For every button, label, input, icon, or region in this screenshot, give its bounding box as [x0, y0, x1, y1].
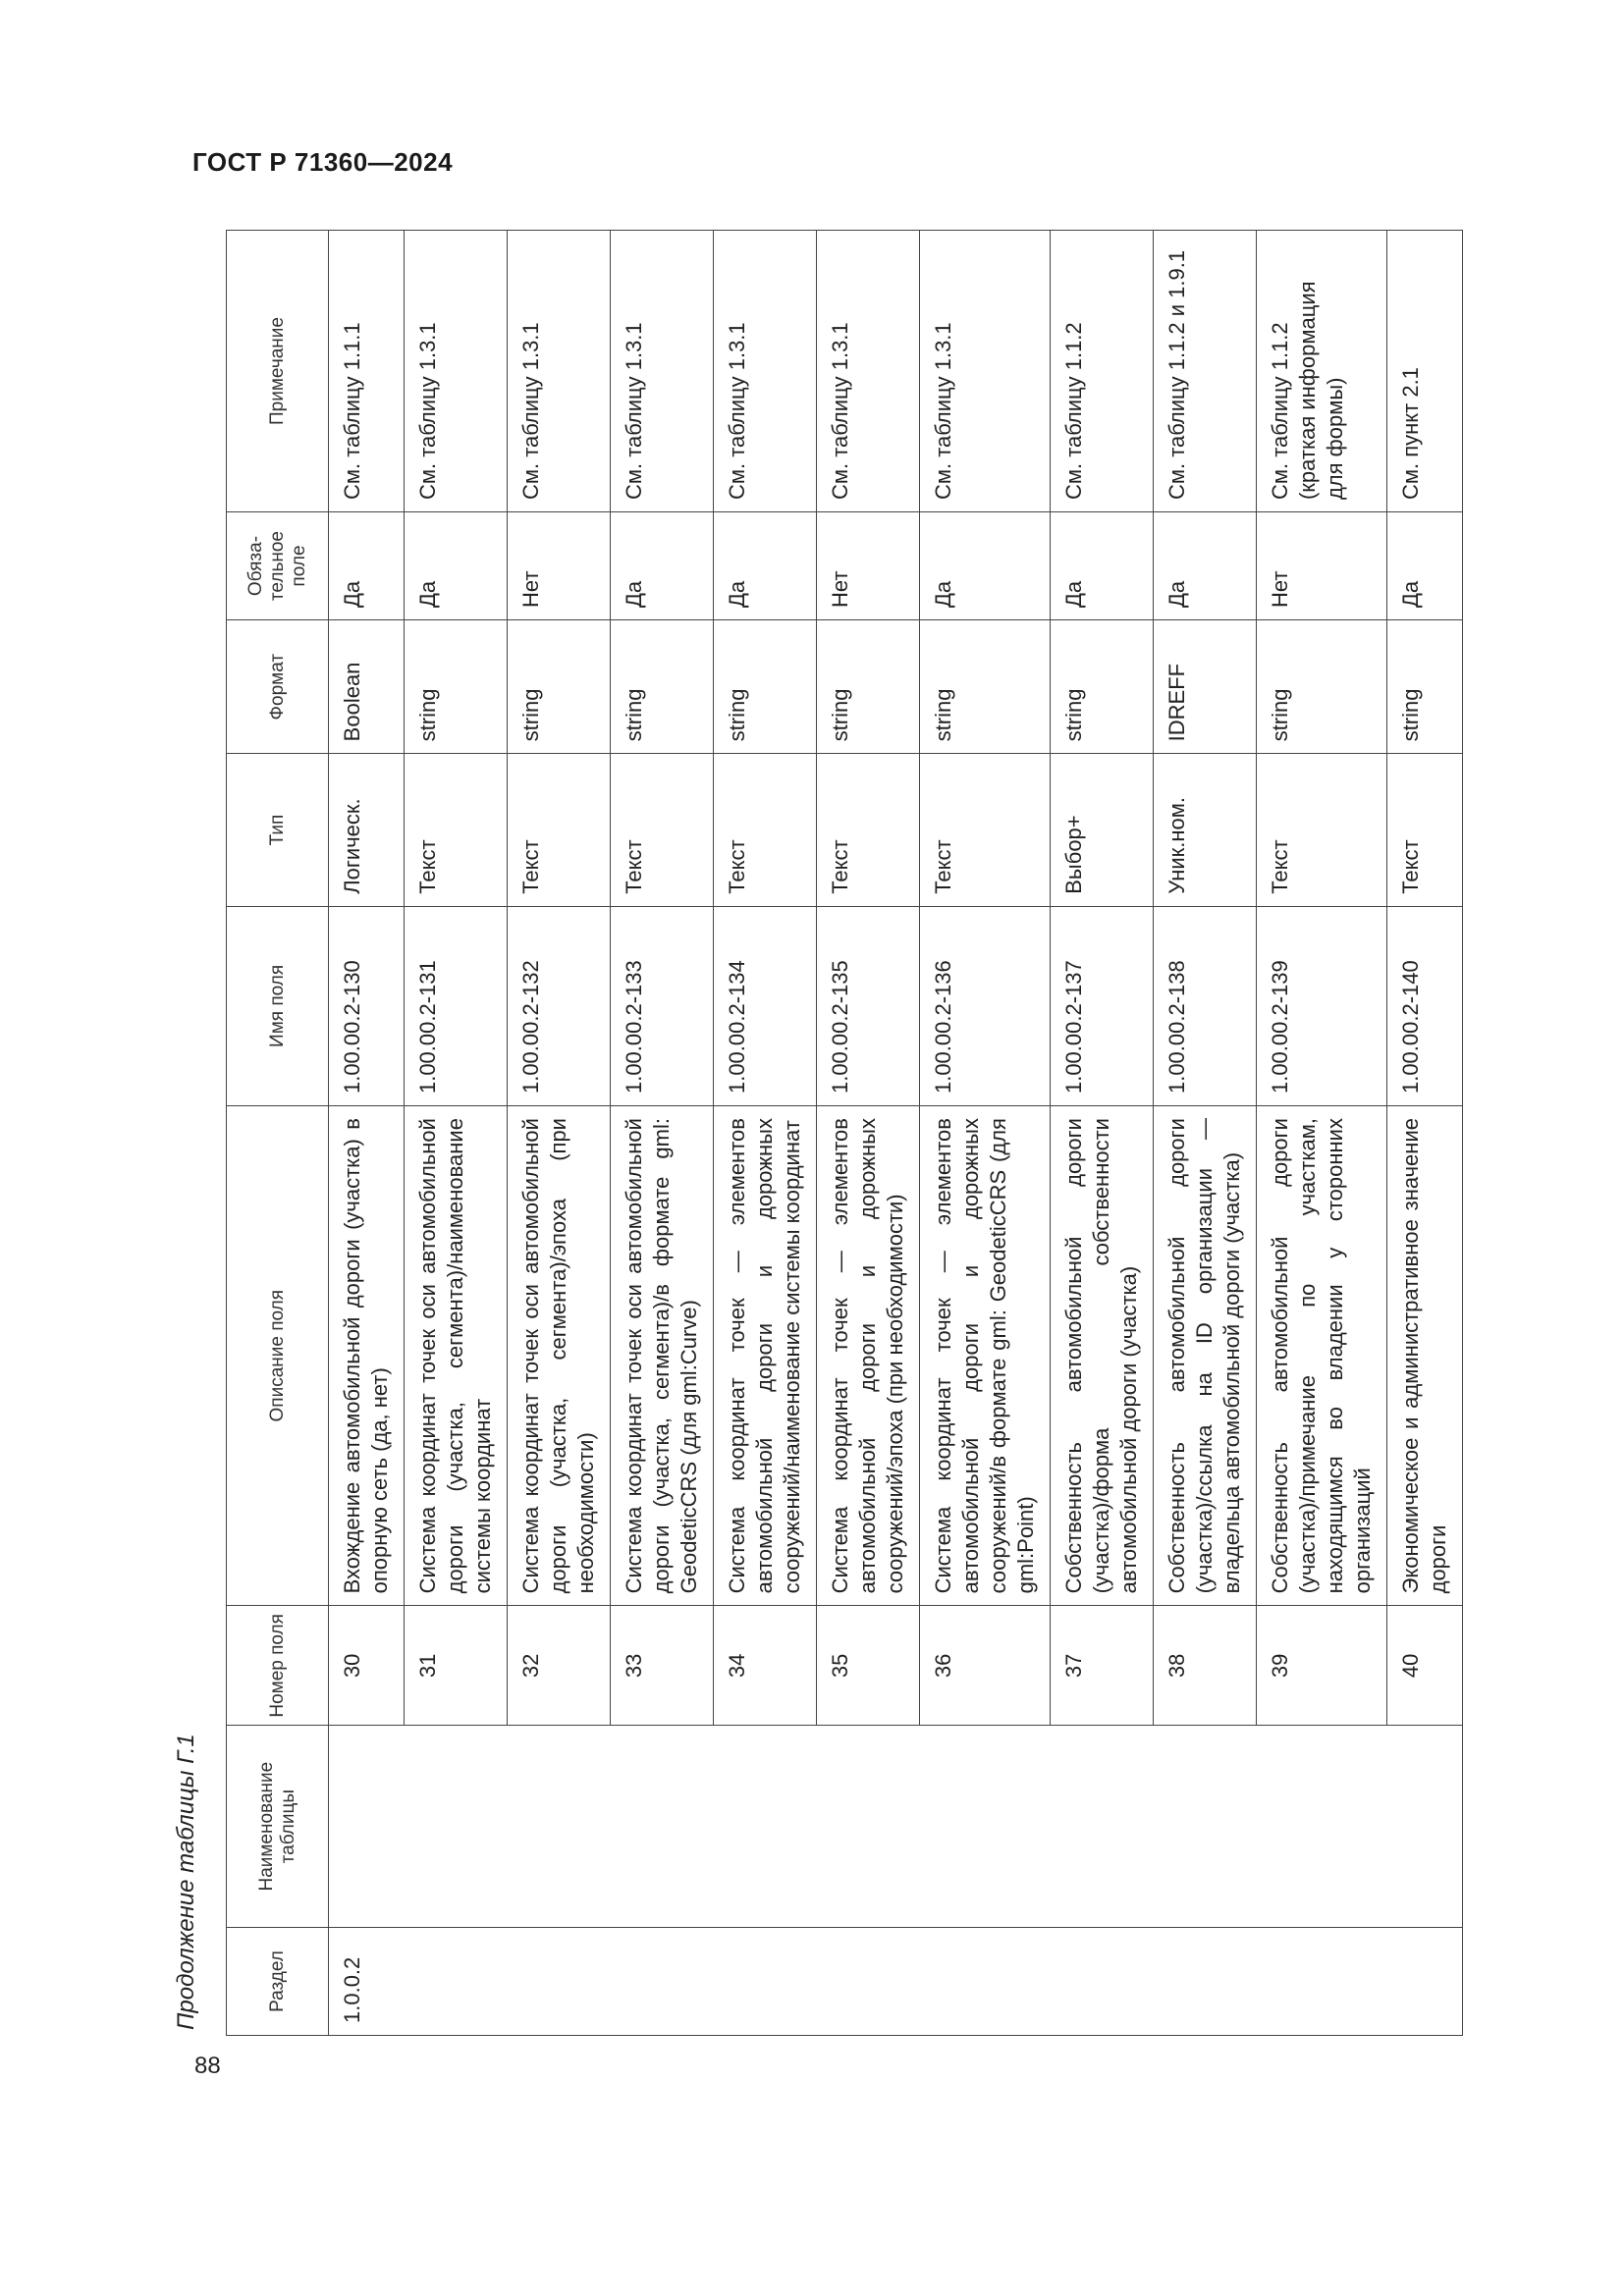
field-number-cell: 32 — [508, 1606, 611, 1726]
format-cell: string — [817, 620, 920, 754]
type-cell: Текст — [405, 754, 508, 906]
field-number-cell: 33 — [611, 1606, 714, 1726]
required-cell: Да — [1051, 512, 1154, 620]
format-cell: string — [1387, 620, 1463, 754]
field-number-cell: 30 — [329, 1606, 405, 1726]
type-cell: Текст — [508, 754, 611, 906]
type-cell: Текст — [817, 754, 920, 906]
format-cell: string — [714, 620, 817, 754]
description-cell: Система координат точек оси автомобильной дороги (участка, сегмента)/эпоха (при необходимости) — [508, 1106, 611, 1606]
description-cell: Вхождение автомобильной дороги (участка) в опорную сеть (да, нет) — [329, 1106, 405, 1606]
type-cell: Текст — [920, 754, 1051, 906]
table-name-cell — [329, 1726, 1463, 1928]
description-cell: Собственность автомобильной дороги (участка)/форма собственности автомобильной дороги (участка) — [1051, 1106, 1154, 1606]
header-description: Описание поля — [227, 1106, 329, 1606]
type-cell: Текст — [714, 754, 817, 906]
note-cell: См. пункт 2.1 — [1387, 231, 1463, 512]
field-name-cell: 1.00.00.2-130 — [329, 906, 405, 1105]
header-table-name: Наименование таблицы — [227, 1726, 329, 1928]
table-row — [329, 231, 405, 2036]
field-name-cell: 1.00.00.2-133 — [611, 906, 714, 1105]
type-cell: Выбор+ — [1051, 754, 1154, 906]
field-name-cell: 1.00.00.2-136 — [920, 906, 1051, 1105]
description-cell: Система координат точек — элементов автомобильной дороги и дорожных сооружений/в формате gml: GeodeticCRS (для gml:Point) — [920, 1106, 1051, 1606]
field-name-cell: 1.00.00.2-137 — [1051, 906, 1154, 1105]
field-name-cell: 1.00.00.2-131 — [405, 906, 508, 1105]
table-continuation-caption: Продолжение таблицы Г.1 — [173, 1734, 199, 2030]
type-cell: Текст — [1387, 754, 1463, 906]
format-cell: string — [611, 620, 714, 754]
required-cell: Нет — [1257, 512, 1387, 620]
field-name-cell: 1.00.00.2-138 — [1154, 906, 1257, 1105]
note-cell: См. таблицу 1.3.1 — [817, 231, 920, 512]
required-cell: Да — [1154, 512, 1257, 620]
format-cell: string — [1051, 620, 1154, 754]
required-cell: Да — [329, 512, 405, 620]
document-code: ГОСТ Р 71360—2024 — [192, 147, 454, 177]
description-cell: Система координат точек — элементов автомобильной дороги и дорожных сооружений/эпоха (при необходимости) — [817, 1106, 920, 1606]
format-cell: Boolean — [329, 620, 405, 754]
note-cell: См. таблицу 1.1.2 и 1.9.1 — [1154, 231, 1257, 512]
format-cell: string — [1257, 620, 1387, 754]
description-cell: Система координат точек оси автомобильной дороги (участка, сегмента)/в формате gml: GeodeticCRS (для gml:Curve) — [611, 1106, 714, 1606]
header-field-number: Номер поля — [227, 1606, 329, 1726]
header-field-name: Имя поля — [227, 906, 329, 1105]
note-cell: См. таблицу 1.3.1 — [611, 231, 714, 512]
description-cell: Экономическое и административное значение дороги — [1387, 1106, 1463, 1606]
type-cell: Текст — [1257, 754, 1387, 906]
required-cell: Да — [611, 512, 714, 620]
field-number-cell: 31 — [405, 1606, 508, 1726]
header-required: Обяза- тельное поле — [227, 512, 329, 620]
fields-table-wrapper — [226, 230, 1450, 2036]
section-cell: 1.0.0.2 — [329, 1928, 1463, 2036]
field-name-cell: 1.00.00.2-135 — [817, 906, 920, 1105]
note-cell: См. таблицу 1.3.1 — [508, 231, 611, 512]
required-cell: Нет — [817, 512, 920, 620]
required-cell: Нет — [508, 512, 611, 620]
description-cell: Собственность автомобильной дороги (участка)/примечание по участкам, находящимся во владении у сторонних организаций — [1257, 1106, 1387, 1606]
required-cell: Да — [405, 512, 508, 620]
header-section: Раздел — [227, 1928, 329, 2036]
fields-table — [226, 230, 1463, 2036]
field-number-cell: 36 — [920, 1606, 1051, 1726]
field-number-cell: 35 — [817, 1606, 920, 1726]
page-number: 88 — [194, 2053, 221, 2079]
type-cell: Логическ. — [329, 754, 405, 906]
type-cell: Текст — [611, 754, 714, 906]
format-cell: IDREFF — [1154, 620, 1257, 754]
field-number-cell: 40 — [1387, 1606, 1463, 1726]
format-cell: string — [508, 620, 611, 754]
note-cell: См. таблицу 1.3.1 — [714, 231, 817, 512]
note-cell: См. таблицу 1.1.2 — [1051, 231, 1154, 512]
note-cell: См. таблицу 1.1.2 (краткая информация для формы) — [1257, 231, 1387, 512]
field-number-cell: 37 — [1051, 1606, 1154, 1726]
note-cell: См. таблицу 1.1.1 — [329, 231, 405, 512]
format-cell: string — [920, 620, 1051, 754]
header-format: Формат — [227, 620, 329, 754]
header-type: Тип — [227, 754, 329, 906]
field-number-cell: 34 — [714, 1606, 817, 1726]
field-name-cell: 1.00.00.2-140 — [1387, 906, 1463, 1105]
note-cell: См. таблицу 1.3.1 — [405, 231, 508, 512]
description-cell: Система координат точек — элементов автомобильной дороги и дорожных сооружений/наименование системы координат — [714, 1106, 817, 1606]
field-name-cell: 1.00.00.2-139 — [1257, 906, 1387, 1105]
field-number-cell: 39 — [1257, 1606, 1387, 1726]
required-cell: Да — [920, 512, 1051, 620]
required-cell: Да — [1387, 512, 1463, 620]
format-cell: string — [405, 620, 508, 754]
header-row — [227, 231, 329, 2036]
description-cell: Система координат точек оси автомобильной дороги (участка, сегмента)/наименование системы координат — [405, 1106, 508, 1606]
header-note: Примечание — [227, 231, 329, 512]
note-cell: См. таблицу 1.3.1 — [920, 231, 1051, 512]
table-body — [329, 231, 1463, 2036]
table-header — [227, 231, 329, 2036]
type-cell: Уник.ном. — [1154, 754, 1257, 906]
field-name-cell: 1.00.00.2-132 — [508, 906, 611, 1105]
field-name-cell: 1.00.00.2-134 — [714, 906, 817, 1105]
required-cell: Да — [714, 512, 817, 620]
description-cell: Собственность автомобильной дороги (участка)/ссылка на ID организации — владельца автомобильной дороги (участка) — [1154, 1106, 1257, 1606]
field-number-cell: 38 — [1154, 1606, 1257, 1726]
